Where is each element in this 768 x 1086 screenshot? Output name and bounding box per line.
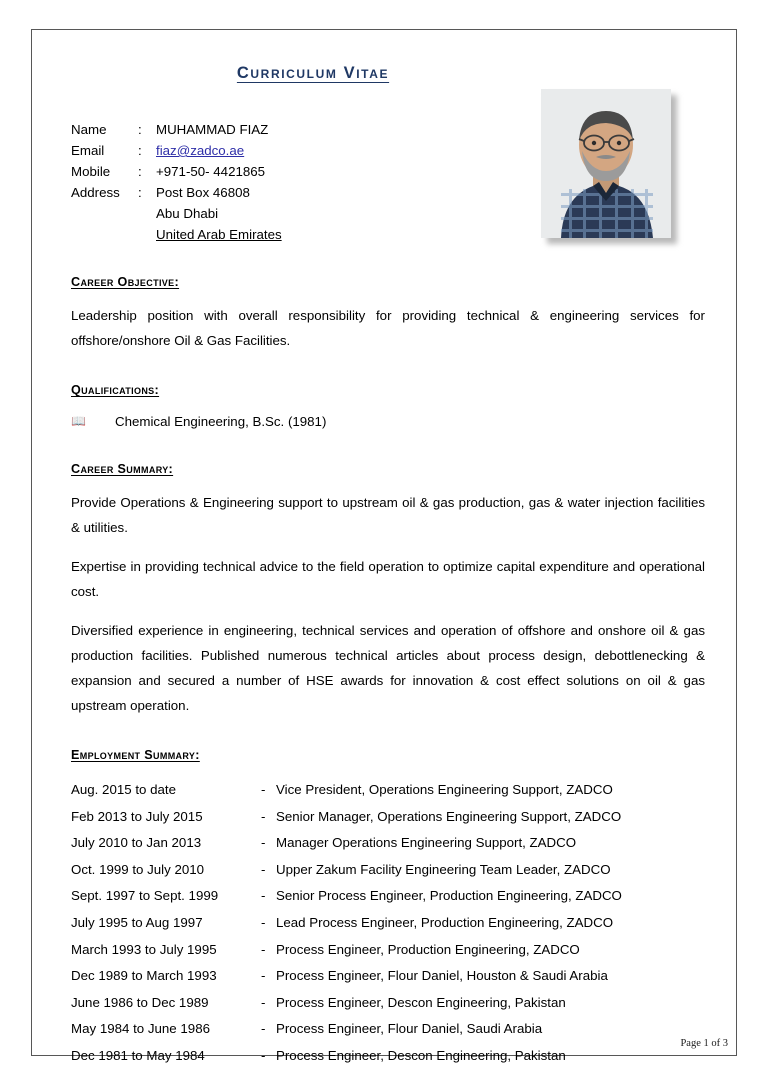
list-item [71,412,705,432]
career-summary-paragraph-2: Expertise in providing technical advice to the field operation to optimize capital expenditure and operational cost. [71,559,705,599]
contact-value-mobile: +971-50- 4421865 [156,164,266,179]
address-line-country [156,224,705,245]
career-summary-paragraph-1: Provide Operations & Engineering support to upstream oil & gas production, gas & water injection facilities & utilities. [71,495,705,535]
employment-role: Process Engineer, Flour Daniel, Saudi Arabia [276,1021,543,1037]
contact-colon: : [138,164,142,179]
career-objective-paragraph: Leadership position with overall responsibility for providing technical & engineering services for offshore/onshore Oil & Gas Facilities. [71,308,705,348]
contact-label: Email [71,143,105,158]
section-heading-qualifications: Qualifications: [71,383,160,397]
contact-label: Name [71,122,107,137]
employment-role: Process Engineer, Descon Engineering, Pakistan [276,1047,566,1063]
employment-period: July 1995 to Aug 1997 [71,914,203,930]
section-qualifications [71,381,705,432]
address-line-city: Abu Dhabi [156,206,219,221]
table-row [71,990,705,1017]
section-heading-employment-summary: Employment Summary: [71,748,200,762]
table-row [71,830,705,857]
employment-separator: - [261,782,266,797]
section-heading-career-objective: Career Objective: [71,275,180,289]
address-country-text: United Arab Emirates [156,227,282,242]
employment-role: Manager Operations Engineering Support, ZADCO [276,835,577,851]
table-row [71,857,705,884]
qualification-text: Chemical Engineering, B.Sc. (1981) [115,414,327,429]
employment-role: Vice President, Operations Engineering Support, ZADCO [276,782,613,797]
employment-separator: - [261,808,266,824]
email-link[interactable]: fiaz@zadco.ae [156,143,245,158]
career-summary-paragraph-3: Diversified experience in engineering, technical services and operation of offshore and onshore oil & gas production facilities. Published numerous technical articles about process design, debottlenecking & expansion and secured a number of HSE awards for innovation & cost effect solutions on oil & gas upstream operation. [71,623,705,713]
contact-colon: : [138,122,142,137]
employment-separator: - [261,968,266,984]
employment-role: Senior Manager, Operations Engineering Support, ZADCO [276,808,622,824]
book-icon: 📖 [71,414,86,428]
page-footer: Page 1 of 3 [680,1038,728,1049]
employment-separator: - [261,835,266,851]
contact-row-mobile [71,161,705,182]
section-employment-summary [71,746,705,1070]
employment-period: Dec 1989 to March 1993 [71,968,217,984]
employment-role: Lead Process Engineer, Production Engineering, ZADCO [276,914,614,930]
employment-separator: - [261,861,266,877]
contact-colon: : [138,185,142,200]
employment-period: Feb 2013 to July 2015 [71,808,203,824]
section-career-summary [71,460,705,718]
contact-value-name: MUHAMMAD FIAZ [156,122,269,137]
contact-label: Mobile [71,164,111,179]
employment-separator: - [261,994,266,1010]
page-title: Curriculum Vitae [236,64,390,82]
table-row [71,910,705,937]
table-row [71,804,705,831]
employment-period: June 1986 to Dec 1989 [71,994,209,1010]
employment-role: Process Engineer, Flour Daniel, Houston & Saudi Arabia [276,968,608,984]
section-career-objective [71,273,705,353]
employment-period: Aug. 2015 to date [71,782,176,797]
employment-role: Upper Zakum Facility Engineering Team Leader, ZADCO [276,861,611,877]
table-row [71,937,705,964]
employment-role: Senior Process Engineer, Production Engineering, ZADCO [276,888,622,904]
employment-period: Dec 1981 to May 1984 [71,1047,205,1063]
employment-period: March 1993 to July 1995 [71,941,217,957]
table-row [71,883,705,910]
contact-colon: : [138,143,142,158]
employment-separator: - [261,888,266,904]
document-page [31,29,737,1063]
employment-table [71,777,705,1070]
table-row [71,1016,705,1043]
contact-row-email [71,140,705,161]
employment-period: May 1984 to June 1986 [71,1021,210,1037]
employment-separator: - [261,1047,266,1063]
employment-separator: - [261,914,266,930]
contact-row-address [71,182,705,203]
employment-separator: - [261,941,266,957]
contact-row-name [71,119,705,140]
employment-period: Oct. 1999 to July 2010 [71,861,205,877]
employment-period: Sept. 1997 to Sept. 1999 [71,888,219,904]
contact-value-address: Post Box 46808 [156,185,250,200]
employment-separator: - [261,1021,266,1037]
contact-label: Address [71,185,120,200]
employment-role: Process Engineer, Production Engineering, ZADCO [276,941,580,957]
employment-role: Process Engineer, Descon Engineering, Pakistan [276,994,566,1010]
section-heading-career-summary: Career Summary: [71,462,174,476]
table-row [71,963,705,990]
contact-block [71,119,705,245]
employment-period: July 2010 to Jan 2013 [71,835,202,851]
table-row [71,1043,705,1070]
table-row [71,777,705,804]
